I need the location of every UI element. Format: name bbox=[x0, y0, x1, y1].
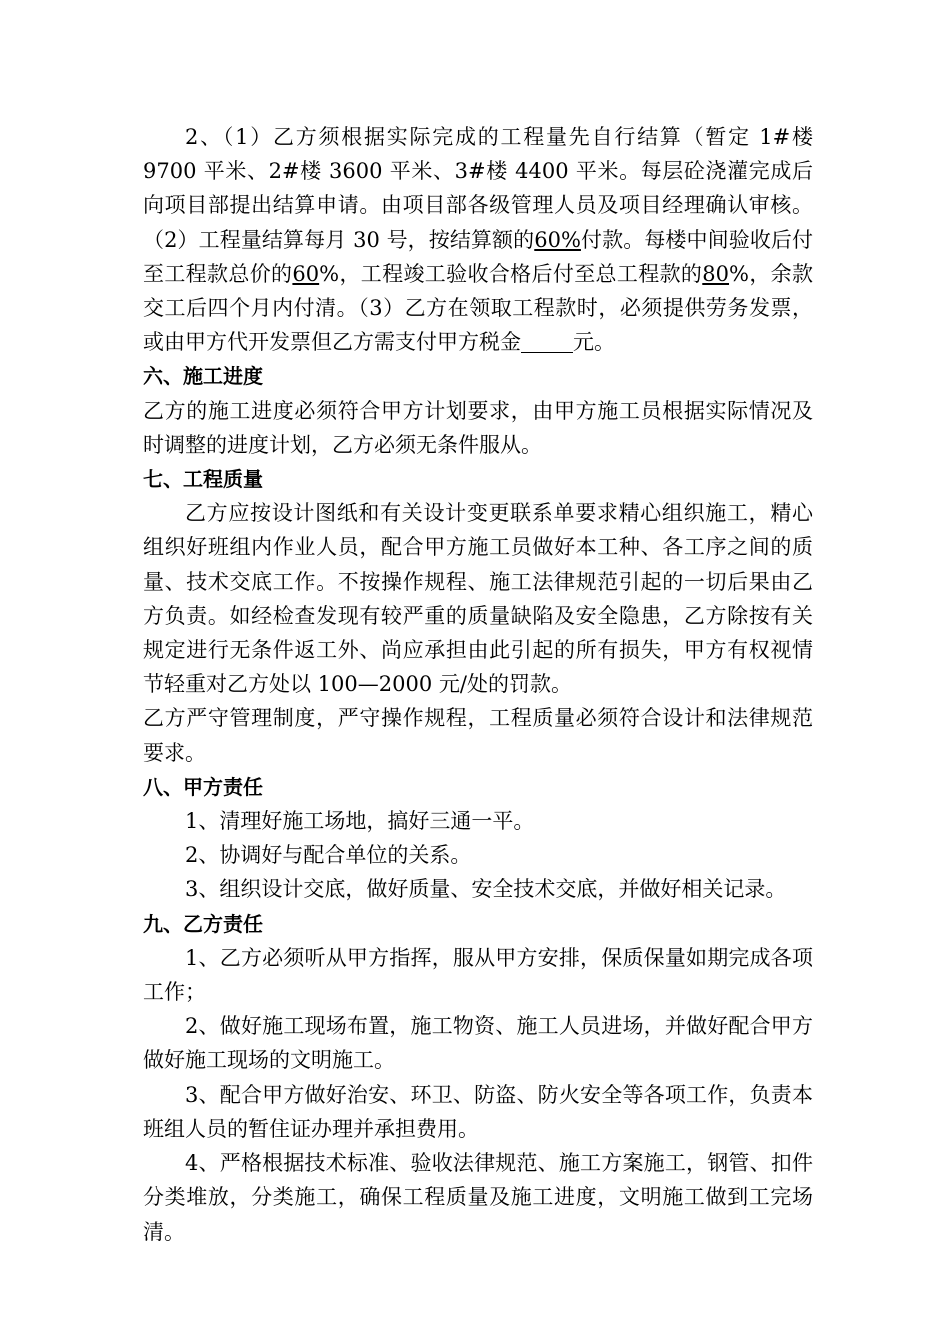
payment-percent-2: 60 bbox=[292, 261, 320, 286]
payment-percent-1: 60% bbox=[534, 227, 581, 252]
section-9-item: 1、乙方必须听从甲方指挥，服从甲方安排，保质保量如期完成各项工作； bbox=[143, 945, 813, 1005]
payment-text-d: %，余款交工后四个月内付清。（3）乙方在领取工程款时，必须提供劳务发票，或由甲方代开发票但乙方需支付甲方税金 bbox=[143, 261, 813, 355]
payment-text-b: 付款。每楼中间验收后付至工程款总价的 bbox=[143, 227, 814, 286]
section-7-body-1: 乙方应按设计图纸和有关设计变更联系单要求精心组织施工，精心组织好班组内作业人员，配合甲方施工员做好本工种、各工序之间的质量、技术交底工作。不按操作规程、施工法律规范引起的一切后果由乙方负责。如经检查发现有较严重的质量缺陷及安全隐患，乙方除按有关规定进行无条件返工外、尚应承担由此引起的所有损失，甲方有权视情节轻重对乙方处以 100—2000 元/处的罚款。 bbox=[143, 501, 813, 697]
section-9-item: 4、严格根据技术标准、验收法律规范、施工方案施工，钢管、扣件分类堆放，分类施工，确保工程质量及施工进度，文明施工做到工完场清。 bbox=[143, 1151, 813, 1244]
section-8-item: 1、清理好施工场地，搞好三通一平。 bbox=[185, 809, 535, 834]
tax-amount-blank bbox=[521, 330, 573, 353]
payment-text-a: 2、（1）乙方须根据实际完成的工程量先自行结算（暂定 1#楼 9700 平米、2#楼 3600 平米、3#楼 4400 平米。每层砼浇灌完成后向项目部提出结算申请。由项目部各级管理人员及项目经理确认审核。（2）工程量结算每月 30 号，按结算额的 bbox=[143, 125, 813, 252]
section-8-item: 3、组织设计交底，做好质量、安全技术交底，并做好相关记录。 bbox=[185, 877, 787, 902]
payment-percent-3: 80 bbox=[702, 261, 730, 286]
section-6-title: 六、施工进度 bbox=[143, 364, 263, 389]
section-6-body: 乙方的施工进度必须符合甲方计划要求，由甲方施工员根据实际情况及时调整的进度计划，乙方必须无条件服从。 bbox=[143, 398, 813, 457]
payment-text-e: 元。 bbox=[573, 330, 615, 355]
section-9-title: 九、乙方责任 bbox=[143, 911, 263, 936]
section-7-title: 七、工程质量 bbox=[143, 467, 263, 492]
section-8-title: 八、甲方责任 bbox=[143, 774, 263, 799]
section-7-body-2: 乙方严守管理制度，严守操作规程，工程质量必须符合设计和法律规范要求。 bbox=[143, 706, 813, 765]
payment-text-c: %，工程竣工验收合格后付至总工程款的 bbox=[319, 261, 703, 286]
section-9-item: 3、配合甲方做好治安、环卫、防盗、防火安全等各项工作，负责本班组人员的暂住证办理并承担费用。 bbox=[143, 1082, 813, 1141]
section-8-item: 2、协调好与配合单位的关系。 bbox=[185, 843, 472, 868]
section-9-item: 2、做好施工现场布置，施工物资、施工人员进场，并做好配合甲方做好施工现场的文明施工。 bbox=[143, 1014, 813, 1073]
document-page bbox=[143, 120, 813, 1249]
payment-clause bbox=[143, 120, 813, 359]
